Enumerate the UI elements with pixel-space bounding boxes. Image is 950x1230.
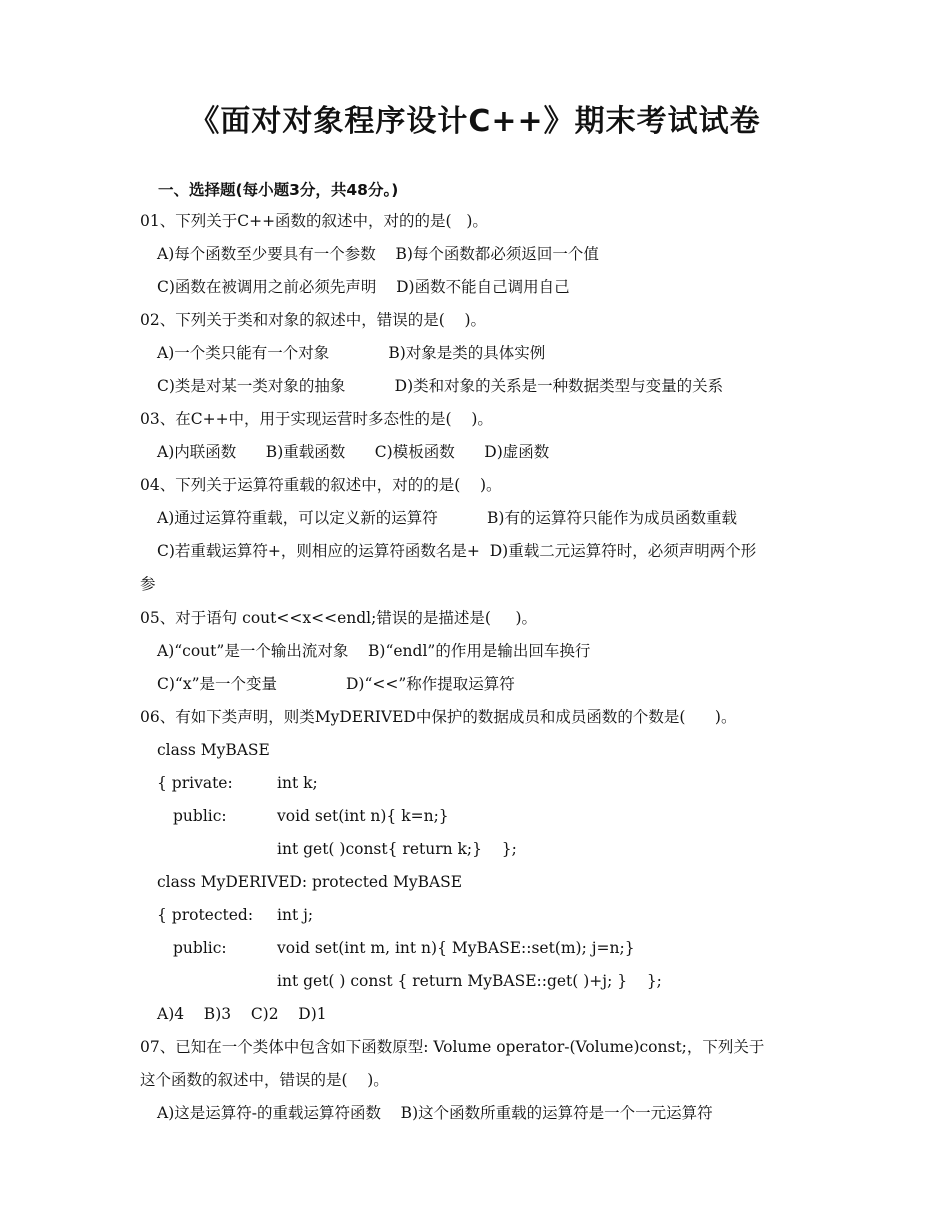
code-line-8-body: int get( ) const { return MyBASE::get( )+j; } }; bbox=[277, 972, 662, 990]
question-05-options-ab: A)“cout”是一个输出流对象 B)“endl”的作用是输出回车换行 bbox=[157, 642, 591, 660]
code-line-5: class MyDERIVED: protected MyBASE bbox=[157, 873, 463, 891]
question-05-options-cd: C)“x”是一个变量 D)“<<”称作提取运算符 bbox=[157, 675, 515, 693]
code-line-6-body: int j; bbox=[277, 906, 314, 924]
code-line-3-body: void set(int n){ k=n;} bbox=[277, 807, 449, 825]
code-line-1: class MyBASE bbox=[157, 741, 270, 759]
question-03-stem: 03、在C++中，用于实现运营时多态性的是( )。 bbox=[140, 410, 493, 428]
question-04-stem: 04、下列关于运算符重载的叙述中，对的的是( )。 bbox=[140, 476, 502, 494]
question-01-options-ab: A)每个函数至少要具有一个参数 B)每个函数都必须返回一个值 bbox=[157, 245, 599, 263]
question-07-stem-wrap: 这个函数的叙述中，错误的是( )。 bbox=[140, 1071, 389, 1089]
code-line-7-body: void set(int m, int n){ MyBASE::set(m); j=n;} bbox=[277, 939, 635, 957]
question-03-options: A)内联函数 B)重载函数 C)模板函数 D)虚函数 bbox=[157, 443, 550, 461]
question-06-stem: 06、有如下类声明，则类MyDERIVED中保护的数据成员和成员函数的个数是( )。 bbox=[140, 708, 737, 726]
question-02-options-cd: C)类是对某一类对象的抽象 D)类和对象的关系是一种数据类型与变量的关系 bbox=[157, 377, 724, 395]
code-line-3-keyword: public: bbox=[173, 807, 227, 825]
code-line-6-keyword: { protected: bbox=[157, 906, 254, 924]
question-06-options: A)4 B)3 C)2 D)1 bbox=[157, 1005, 327, 1023]
question-05-stem: 05、对于语句 cout<<x<<endl;错误的是描述是( )。 bbox=[140, 609, 538, 627]
question-02-stem: 02、下列关于类和对象的叙述中，错误的是( )。 bbox=[140, 311, 487, 329]
question-01-stem: 01、下列关于C++函数的叙述中，对的的是( )。 bbox=[140, 212, 488, 230]
code-line-7-keyword: public: bbox=[173, 939, 227, 957]
exam-title: 《面对对象程序设计C++》期末考试试卷 bbox=[189, 104, 761, 139]
code-line-2-body: int k; bbox=[277, 774, 318, 792]
question-04-options-wrap: 参 bbox=[140, 575, 156, 593]
code-line-2-keyword: { private: bbox=[157, 774, 233, 792]
code-line-4-body: int get( )const{ return k;} }; bbox=[277, 840, 517, 858]
question-01-options-cd: C)函数在被调用之前必须先声明 D)函数不能自己调用自己 bbox=[157, 278, 570, 296]
question-04-options-ab: A)通过运算符重载，可以定义新的运算符 B)有的运算符只能作为成员函数重载 bbox=[157, 509, 737, 527]
question-07-stem: 07、已知在一个类体中包含如下函数原型: Volume operator-(Volume)const;，下列关于 bbox=[140, 1038, 765, 1056]
section-heading: 一、选择题(每小题3分，共48分。) bbox=[158, 181, 399, 199]
question-02-options-ab: A)一个类只能有一个对象 B)对象是类的具体实例 bbox=[157, 344, 546, 362]
question-07-options-ab: A)这是运算符-的重载运算符函数 B)这个函数所重载的运算符是一个一元运算符 bbox=[157, 1104, 713, 1122]
question-04-options-cd: C)若重载运算符+，则相应的运算符函数名是+ D)重载二元运算符时，必须声明两个形 bbox=[157, 542, 757, 560]
